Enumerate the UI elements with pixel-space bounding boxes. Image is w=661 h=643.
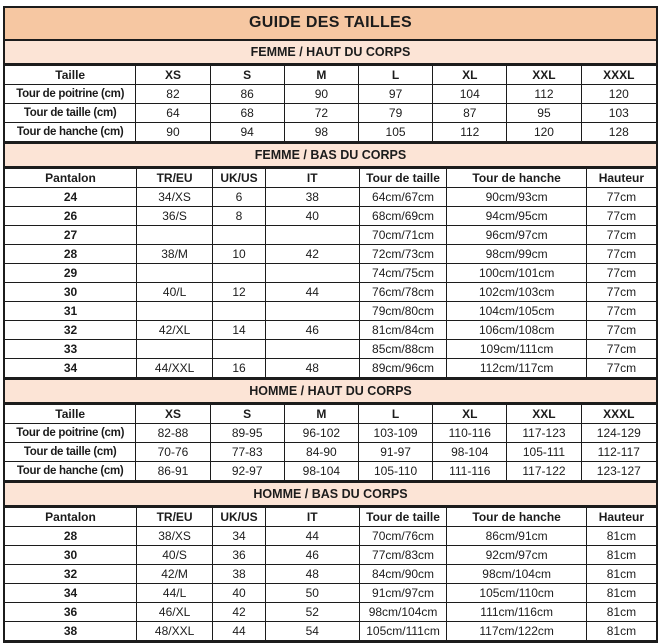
table-cell: 64cm/67cm — [359, 188, 447, 207]
table-cell: 98cm/104cm — [447, 565, 586, 584]
table-cell: 38 — [265, 188, 359, 207]
table-cell: 77cm — [586, 321, 656, 340]
table-cell — [213, 264, 266, 283]
table-row — [5, 207, 656, 226]
column-header: IT — [265, 508, 359, 527]
table-row — [5, 443, 656, 462]
column-header: Tour de taille — [359, 169, 447, 188]
table-row — [5, 188, 656, 207]
table-cell: 87 — [433, 104, 507, 123]
table-cell: 81cm — [586, 603, 656, 622]
table-cell: 94cm/95cm — [447, 207, 586, 226]
column-header: XXL — [507, 405, 581, 424]
table-cell: 84-90 — [284, 443, 358, 462]
table-cell: 109cm/111cm — [447, 340, 586, 359]
column-header: Pantalon — [5, 169, 137, 188]
table-cell: 42/M — [137, 565, 213, 584]
table-cell: 8 — [213, 207, 266, 226]
table-cell: 91cm/97cm — [359, 584, 447, 603]
table-cell: 81cm — [586, 622, 656, 641]
section-table — [5, 65, 656, 142]
table-cell: 46/XL — [137, 603, 213, 622]
table-cell: 100cm/101cm — [447, 264, 586, 283]
table-cell: 77cm — [586, 264, 656, 283]
table-cell: 104 — [433, 85, 507, 104]
table-cell: 96-102 — [284, 424, 358, 443]
page-title: GUIDE DES TAILLES — [5, 8, 656, 41]
column-header: UK/US — [213, 508, 266, 527]
table-cell — [265, 226, 359, 245]
table-cell: 42 — [265, 245, 359, 264]
table-cell: 105-110 — [358, 462, 432, 481]
table-cell: 86cm/91cm — [447, 527, 586, 546]
table-cell: 81cm — [586, 565, 656, 584]
column-header: XS — [136, 405, 210, 424]
table-cell: 77cm — [586, 302, 656, 321]
column-header: L — [358, 405, 432, 424]
row-label: 28 — [5, 527, 137, 546]
row-label: Tour de hanche (cm) — [5, 123, 136, 142]
row-label: 27 — [5, 226, 137, 245]
row-label: 30 — [5, 283, 137, 302]
column-header: Taille — [5, 405, 136, 424]
row-label: 31 — [5, 302, 137, 321]
table-cell: 72 — [284, 104, 358, 123]
table-cell: 16 — [213, 359, 266, 378]
table-cell: 117-123 — [507, 424, 581, 443]
column-header: Tour de hanche — [447, 169, 586, 188]
table-cell: 74cm/75cm — [359, 264, 447, 283]
table-cell: 124-129 — [581, 424, 656, 443]
table-cell: 89cm/96cm — [359, 359, 447, 378]
table-cell: 105-111 — [507, 443, 581, 462]
table-cell: 89-95 — [210, 424, 284, 443]
row-label: 32 — [5, 565, 137, 584]
table-cell: 97 — [358, 85, 432, 104]
table-cell: 36 — [213, 546, 266, 565]
table-row — [5, 622, 656, 641]
table-cell — [265, 302, 359, 321]
table-cell: 105cm/110cm — [447, 584, 586, 603]
table-cell: 38 — [213, 565, 266, 584]
table-cell: 91-97 — [358, 443, 432, 462]
table-cell: 77-83 — [210, 443, 284, 462]
table-row — [5, 359, 656, 378]
header-row — [5, 66, 656, 85]
table-cell: 106cm/108cm — [447, 321, 586, 340]
table-cell: 111-116 — [433, 462, 507, 481]
table-cell — [213, 302, 266, 321]
table-cell: 10 — [213, 245, 266, 264]
table-cell: 90cm/93cm — [447, 188, 586, 207]
row-label: 29 — [5, 264, 137, 283]
table-row — [5, 527, 656, 546]
table-cell: 95 — [507, 104, 581, 123]
section-heading: FEMME / BAS DU CORPS — [5, 142, 656, 168]
table-cell: 48 — [265, 359, 359, 378]
table-cell: 77cm — [586, 245, 656, 264]
section-table — [5, 404, 656, 481]
table-cell: 38/XS — [137, 527, 213, 546]
table-cell: 50 — [265, 584, 359, 603]
table-cell: 42/XL — [137, 321, 213, 340]
table-cell: 117-122 — [507, 462, 581, 481]
table-cell: 81cm — [586, 527, 656, 546]
column-header: TR/EU — [137, 169, 213, 188]
table-cell: 70cm/76cm — [359, 527, 447, 546]
column-header: L — [358, 66, 432, 85]
column-header: Tour de hanche — [447, 508, 586, 527]
table-cell: 112 — [507, 85, 581, 104]
table-cell: 46 — [265, 321, 359, 340]
table-cell: 40/S — [137, 546, 213, 565]
table-row — [5, 340, 656, 359]
table-cell: 81cm — [586, 584, 656, 603]
table-cell: 44 — [265, 283, 359, 302]
row-label: 24 — [5, 188, 137, 207]
section-table — [5, 507, 656, 641]
table-cell: 38/M — [137, 245, 213, 264]
table-cell: 111cm/116cm — [447, 603, 586, 622]
table-cell: 123-127 — [581, 462, 656, 481]
table-cell: 77cm/83cm — [359, 546, 447, 565]
table-cell: 94 — [210, 123, 284, 142]
column-header: Hauteur — [586, 508, 656, 527]
row-label: 26 — [5, 207, 137, 226]
row-label: Tour de poitrine (cm) — [5, 424, 136, 443]
row-label: Tour de poitrine (cm) — [5, 85, 136, 104]
table-row — [5, 104, 656, 123]
table-cell: 14 — [213, 321, 266, 340]
table-cell: 48/XXL — [137, 622, 213, 641]
table-cell: 40/L — [137, 283, 213, 302]
table-cell: 85cm/88cm — [359, 340, 447, 359]
column-header: S — [210, 66, 284, 85]
table-cell: 77cm — [586, 283, 656, 302]
table-cell: 34/XS — [137, 188, 213, 207]
table-cell: 98-104 — [433, 443, 507, 462]
row-label: Tour de taille (cm) — [5, 104, 136, 123]
table-cell: 44/L — [137, 584, 213, 603]
header-row — [5, 405, 656, 424]
table-cell: 103-109 — [358, 424, 432, 443]
table-cell: 110-116 — [433, 424, 507, 443]
table-row — [5, 302, 656, 321]
column-header: M — [284, 405, 358, 424]
column-header: Hauteur — [586, 169, 656, 188]
table-cell: 102cm/103cm — [447, 283, 586, 302]
column-header: XXXL — [581, 405, 656, 424]
table-cell: 105 — [358, 123, 432, 142]
table-cell: 128 — [581, 123, 656, 142]
column-header: S — [210, 405, 284, 424]
table-cell — [137, 226, 213, 245]
table-cell: 98 — [284, 123, 358, 142]
row-label: 32 — [5, 321, 137, 340]
row-label: 34 — [5, 359, 137, 378]
row-label: 36 — [5, 603, 137, 622]
table-row — [5, 264, 656, 283]
table-cell: 112cm/117cm — [447, 359, 586, 378]
table-row — [5, 123, 656, 142]
table-cell — [137, 340, 213, 359]
table-cell: 79 — [358, 104, 432, 123]
row-label: 28 — [5, 245, 137, 264]
table-cell: 64 — [136, 104, 210, 123]
section-heading: HOMME / BAS DU CORPS — [5, 481, 656, 507]
table-cell — [137, 264, 213, 283]
section-table — [5, 168, 656, 378]
table-cell: 76cm/78cm — [359, 283, 447, 302]
column-header: UK/US — [213, 169, 266, 188]
row-label: Tour de taille (cm) — [5, 443, 136, 462]
column-header: Tour de taille — [359, 508, 447, 527]
table-cell: 40 — [213, 584, 266, 603]
column-header: M — [284, 66, 358, 85]
row-label: 33 — [5, 340, 137, 359]
table-cell: 82-88 — [136, 424, 210, 443]
table-cell: 44/XXL — [137, 359, 213, 378]
table-cell — [265, 340, 359, 359]
table-cell: 70-76 — [136, 443, 210, 462]
table-cell: 82 — [136, 85, 210, 104]
table-cell: 84cm/90cm — [359, 565, 447, 584]
table-row — [5, 283, 656, 302]
table-cell — [265, 264, 359, 283]
column-header: Pantalon — [5, 508, 137, 527]
table-cell: 77cm — [586, 188, 656, 207]
table-row — [5, 584, 656, 603]
section-heading: FEMME / HAUT DU CORPS — [5, 41, 656, 65]
table-row — [5, 85, 656, 104]
table-row — [5, 226, 656, 245]
section-heading: HOMME / HAUT DU CORPS — [5, 378, 656, 404]
table-cell: 44 — [265, 527, 359, 546]
column-header: Taille — [5, 66, 136, 85]
table-cell: 112 — [433, 123, 507, 142]
table-cell: 104cm/105cm — [447, 302, 586, 321]
table-row — [5, 546, 656, 565]
table-cell: 120 — [581, 85, 656, 104]
table-cell: 46 — [265, 546, 359, 565]
table-cell: 77cm — [586, 340, 656, 359]
table-row — [5, 424, 656, 443]
column-header: XXL — [507, 66, 581, 85]
table-row — [5, 321, 656, 340]
table-cell: 72cm/73cm — [359, 245, 447, 264]
table-row — [5, 565, 656, 584]
row-label: 38 — [5, 622, 137, 641]
table-cell — [213, 340, 266, 359]
column-header: XS — [136, 66, 210, 85]
table-cell: 44 — [213, 622, 266, 641]
table-cell: 34 — [213, 527, 266, 546]
table-cell: 117cm/122cm — [447, 622, 586, 641]
row-label: 34 — [5, 584, 137, 603]
column-header: IT — [265, 169, 359, 188]
table-cell: 120 — [507, 123, 581, 142]
column-header: XL — [433, 66, 507, 85]
table-cell: 77cm — [586, 207, 656, 226]
sections-host — [5, 41, 656, 641]
table-cell: 77cm — [586, 359, 656, 378]
table-cell: 96cm/97cm — [447, 226, 586, 245]
table-cell — [213, 226, 266, 245]
table-cell: 90 — [284, 85, 358, 104]
column-header: XXXL — [581, 66, 656, 85]
table-cell: 105cm/111cm — [359, 622, 447, 641]
column-header: TR/EU — [137, 508, 213, 527]
table-cell: 12 — [213, 283, 266, 302]
table-cell: 81cm — [586, 546, 656, 565]
table-cell: 86 — [210, 85, 284, 104]
table-cell: 42 — [213, 603, 266, 622]
row-label: 30 — [5, 546, 137, 565]
size-guide — [3, 6, 658, 643]
row-label: Tour de hanche (cm) — [5, 462, 136, 481]
table-cell: 52 — [265, 603, 359, 622]
table-cell: 112-117 — [581, 443, 656, 462]
table-cell: 81cm/84cm — [359, 321, 447, 340]
header-row — [5, 508, 656, 527]
table-cell: 36/S — [137, 207, 213, 226]
table-cell — [137, 302, 213, 321]
table-cell: 90 — [136, 123, 210, 142]
table-cell: 92-97 — [210, 462, 284, 481]
table-cell: 98cm/99cm — [447, 245, 586, 264]
table-row — [5, 245, 656, 264]
table-cell: 92cm/97cm — [447, 546, 586, 565]
table-cell: 40 — [265, 207, 359, 226]
column-header: XL — [433, 405, 507, 424]
table-cell: 48 — [265, 565, 359, 584]
table-cell: 77cm — [586, 226, 656, 245]
header-row — [5, 169, 656, 188]
table-row — [5, 462, 656, 481]
table-cell: 103 — [581, 104, 656, 123]
table-cell: 79cm/80cm — [359, 302, 447, 321]
table-cell: 68cm/69cm — [359, 207, 447, 226]
table-row — [5, 603, 656, 622]
table-cell: 70cm/71cm — [359, 226, 447, 245]
table-cell: 54 — [265, 622, 359, 641]
table-cell: 68 — [210, 104, 284, 123]
table-cell: 86-91 — [136, 462, 210, 481]
table-cell: 6 — [213, 188, 266, 207]
table-cell: 98-104 — [284, 462, 358, 481]
table-cell: 98cm/104cm — [359, 603, 447, 622]
